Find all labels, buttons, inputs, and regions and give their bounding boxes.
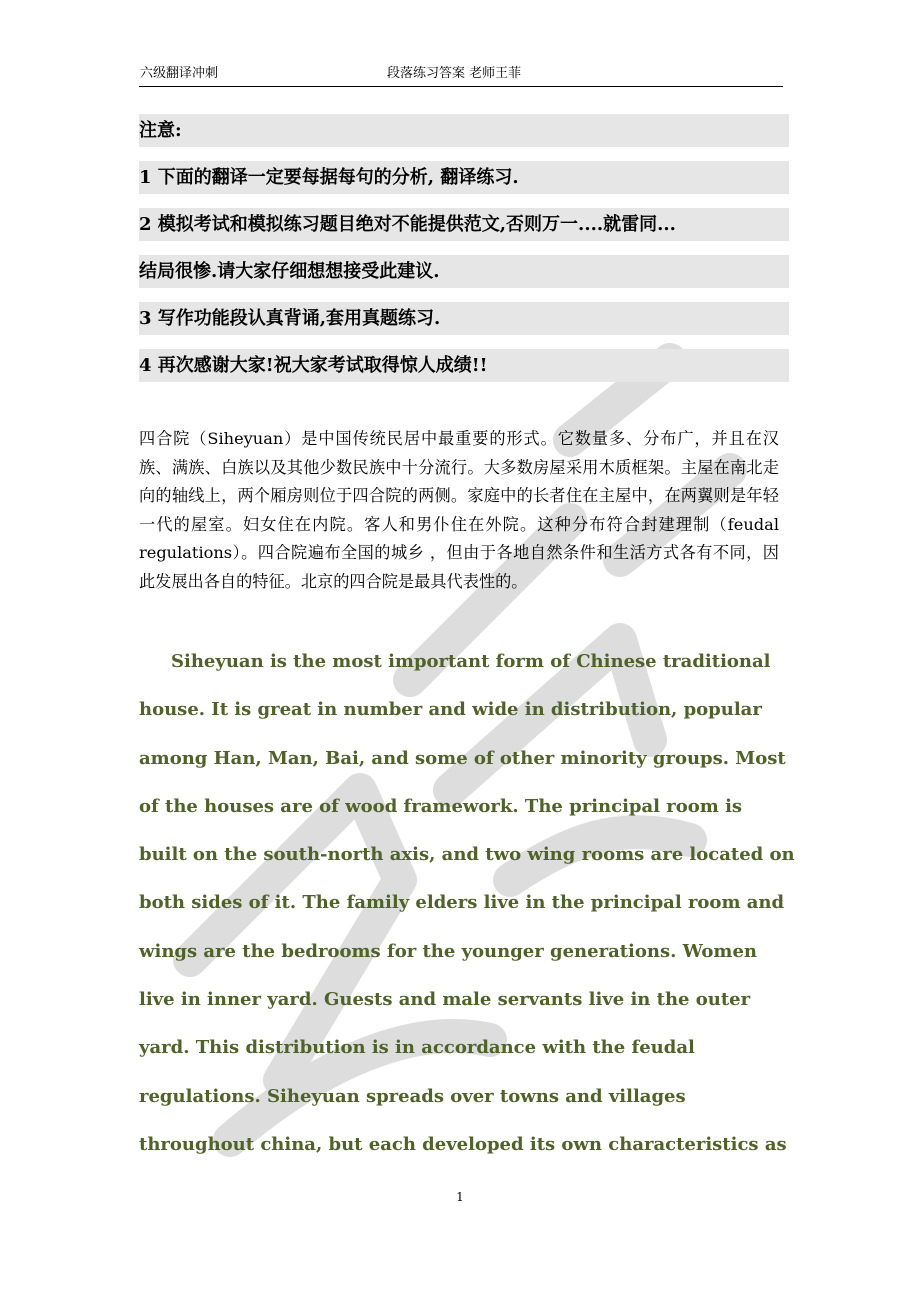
translation-line: built on the south-north axis, and two wing rooms are located on: [139, 844, 795, 866]
notice-item: 1 下面的翻译一定要每据每句的分析, 翻译练习.: [139, 161, 789, 194]
notice-item: 4 再次感谢大家!祝大家考试取得惊人成绩!!: [139, 349, 789, 382]
translation-line: among Han, Man, Bai, and some of other minority groups. Most: [139, 747, 786, 769]
translation-line: live in inner yard. Guests and male servants live in the outer: [139, 989, 751, 1011]
translation-line: yard. This distribution is in accordance with the feudal: [139, 1037, 695, 1059]
page-header: [139, 64, 783, 87]
translation-line: throughout china, but each developed its own characteristics as: [139, 1133, 787, 1155]
notice-section: [139, 114, 789, 382]
header-document-title: 段落练习答案 老师王菲: [387, 66, 522, 81]
notice-item: 结局很惨.请大家仔细想想接受此建议.: [139, 255, 789, 288]
chinese-source-paragraph: 四合院（Siheyuan）是中国传统民居中最重要的形式。它数量多、分布广，并且在汉族、满族、白族以及其他少数民族中十分流行。大多数房屋采用木质框架。主屋在南北走向的轴线上，两个厢房则位于四合院的两侧。家庭中的长者住在主屋中，在两翼则是年轻一代的屋室。妇女住在内院。客人和男仆住在外院。这种分布符合封建理制（feudal regulations）。四合院遍布全国的城乡 ，但由于各地自然条件和生活方式各有不同，因此发展出各自的特征。北京的四合院是最具代表性的。: [139, 429, 779, 591]
page-number: 1: [456, 1190, 464, 1204]
translation-line: regulations. Siheyuan spreads over towns and villages: [139, 1085, 686, 1107]
translation-line: of the houses are of wood framework. The principal room is: [139, 795, 743, 817]
translation-line: wings are the bedrooms for the younger generations. Women: [139, 940, 757, 962]
translation-line: both sides of it. The family elders live in the principal room and: [139, 892, 785, 914]
notice-item: 3 写作功能段认真背诵,套用真题练习.: [139, 302, 789, 335]
translation-line: house. It is great in number and wide in distribution, popular: [139, 699, 762, 721]
notice-title: 注意:: [139, 114, 789, 147]
english-translation-paragraph: [139, 638, 795, 1169]
translation-line: Siheyuan is the most important form of Chinese traditional: [171, 651, 771, 672]
notice-item: 2 模拟考试和模拟练习题目绝对不能提供范文,否则万一....就雷同...: [139, 208, 789, 241]
header-course-title: 六级翻译冲刺: [140, 66, 219, 81]
